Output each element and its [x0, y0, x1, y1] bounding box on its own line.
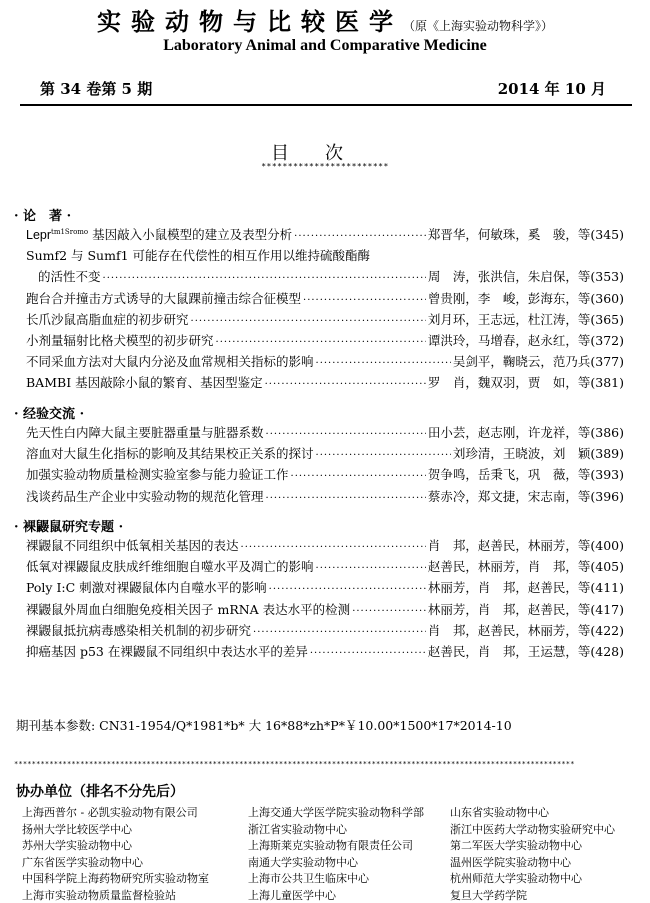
toc-entry[interactable]: [26, 578, 624, 596]
toc-entry-title: BAMBI 基因敲除小鼠的繁育、基因型鉴定: [26, 375, 263, 391]
toc-entry-authors-page: 罗 肖，魏双羽，贾 如，等(381): [427, 375, 624, 391]
toc-entry-title: 的活性不变: [38, 269, 101, 285]
sponsor-item: 复旦大学药学院: [450, 889, 527, 902]
toc-leader-dots: [253, 627, 426, 638]
toc-leader-dots: [266, 429, 426, 440]
toc-entry-authors-page: 田小芸，赵志刚，许龙祥，等(386): [427, 425, 624, 440]
toc-leader-dots: [266, 493, 426, 504]
toc-leader-dots: [303, 295, 426, 306]
sponsor-item: 杭州师范大学实验动物中心: [450, 872, 582, 886]
toc-entry-authors-page: 周 涛，张洪信，朱启保，等(353): [427, 269, 624, 285]
sponsor-item: 中国科学院上海药物研究所实验动物室: [22, 872, 209, 886]
toc-entry-authors-page: 赵善民，林丽芳，肖 邦，等(405): [427, 559, 624, 575]
toc-leader-dots: [310, 648, 426, 659]
toc-entry-title: 先天性白内障大鼠主要脏器重量与脏器系数: [26, 425, 264, 440]
sponsor-item: 苏州大学实验动物中心: [22, 839, 132, 853]
toc-entry[interactable]: [26, 487, 624, 505]
toc-entry[interactable]: [26, 352, 624, 370]
toc-entry-title: 抑癌基因 p53 在裸鼹鼠不同组织中表达水平的差异: [26, 644, 308, 659]
toc-leader-dots: [103, 273, 426, 284]
toc-section-heading: · 论 著 ·: [14, 209, 72, 224]
toc-entry[interactable]: [26, 289, 624, 307]
volume-issue: 第 34 卷第 5 期: [40, 80, 153, 98]
journal-title-cn-subtitle: （原《上海实验动物科学》）: [402, 19, 553, 33]
toc-leader-dots: [216, 337, 426, 348]
toc-entry-title: 裸鼹鼠抵抗病毒感染相关机制的初步研究: [26, 622, 252, 638]
toc-entry-title: 裸鼹鼠外周血白细胞免疫相关因子 mRNA 表达水平的检测: [26, 601, 351, 617]
toc-entry-title: 低氧对裸鼹鼠皮肤成纤维细胞自噬水平及凋亡的影响: [26, 559, 314, 575]
toc-entry-authors-page: 肖 邦，赵善民，林丽芳，等(400): [427, 538, 624, 553]
toc-leader-dots: [294, 231, 426, 242]
issue-date: 2014 年 10 月: [497, 80, 606, 98]
toc-leader-dots: [265, 379, 426, 390]
toc-entry-authors-page: 蔡赤冷，郑文捷，宋志南，等(396): [427, 488, 624, 504]
toc-entry[interactable]: [26, 267, 624, 285]
toc-entry-title: Poly I:C 刺激对裸鼹鼠体内自噬水平的影响: [26, 580, 267, 596]
toc-entry[interactable]: [26, 310, 624, 328]
toc-leader-dots: [316, 563, 426, 574]
toc-leader-dots: [316, 358, 451, 369]
toc-leader-dots: [291, 471, 426, 482]
toc-entry[interactable]: [26, 331, 624, 349]
toc-title: 目次: [271, 143, 379, 164]
toc-section-heading: · 经验交流 ·: [14, 407, 85, 422]
toc-entry-title: 小剂量辐射比格犬模型的初步研究: [26, 333, 214, 348]
toc-entry[interactable]: [26, 373, 624, 391]
toc-entry-title-sup: tm1Sromo: [51, 227, 89, 236]
toc-entry-title-gene: Lepr: [26, 228, 52, 242]
toc-entry-authors-page: 刘月环，王志远，杜江涛，等(365): [427, 311, 624, 327]
toc-entry-title: 加强实验动物质量检测实验室参与能力验证工作: [26, 467, 289, 483]
toc-leader-dots: [316, 450, 451, 461]
toc-entry[interactable]: [26, 557, 624, 575]
sponsor-item: 上海西普尔 - 必凯实验动物有限公司: [22, 806, 198, 819]
toc-entry-title-line: Sumf2 与 Sumf1 可能存在代偿性的相互作用以维持硫酸酯酶: [26, 248, 371, 264]
toc-entry[interactable]: [26, 465, 624, 483]
toc-entry[interactable]: [26, 225, 624, 243]
toc-entry-authors-page: 刘珍清，王晓波，刘 颖(389): [452, 446, 624, 462]
toc-entry[interactable]: [26, 536, 624, 554]
toc-entry-authors-page: 林丽芳，肖 邦，赵善民，等(411): [427, 580, 624, 596]
toc-entry-title: 不同采血方法对大鼠内分泌及血常规相关指标的影响: [26, 354, 314, 370]
sponsor-item: 扬州大学比较医学中心: [22, 822, 132, 836]
toc-entry-title: 溶血对大鼠生化指标的影响及其结果校正关系的探讨: [26, 446, 314, 462]
journal-title-en: Laboratory Animal and Comparative Medicine: [163, 37, 487, 54]
toc-entry-authors-page: 贺争鸣，岳秉飞，巩 薇，等(393): [427, 467, 624, 483]
sponsor-item: 温州医学院实验动物中心: [450, 855, 571, 869]
toc-leader-dots: [269, 584, 426, 595]
toc-entry-authors-page: 林丽芳，肖 邦，赵善民，等(417): [427, 601, 624, 617]
separator-stars: *******************************************************************************************************************************: [14, 760, 575, 768]
sponsor-item: 上海交通大学医学院实验动物科学部: [248, 806, 424, 819]
toc-leader-dots: [241, 542, 426, 553]
toc-entry-authors-page: 吴剑平，鞠晓云，范乃兵(377): [452, 354, 624, 370]
toc-entry-title: 裸鼹鼠不同组织中低氧相关基因的表达: [26, 538, 239, 553]
toc-entry-title: 浅谈药品生产企业中实验动物的规范化管理: [26, 488, 264, 504]
sponsor-item: 第二军医大学实验动物中心: [450, 839, 582, 853]
toc-leader-dots: [352, 606, 426, 617]
toc-entry-authors-page: 谭洪玲，马增春，赵永红，等(372): [427, 333, 624, 348]
toc-entry-authors-page: 郑晋华，何敏珠，奚 骏，等(345): [427, 227, 624, 242]
sponsor-item: 浙江省实验动物中心: [248, 822, 347, 836]
sponsor-item: 上海市实验动物质量监督检验站: [22, 889, 176, 902]
toc-entry-authors-page: 曾贵刚，李 峻，彭海东，等(360): [427, 290, 624, 306]
sponsor-item: 山东省实验动物中心: [450, 806, 549, 819]
sponsor-item: 广东省医学实验动物中心: [22, 855, 143, 869]
journal-title-cn: [0, 2, 650, 37]
toc-entry-title: 长爪沙鼠高脂血症的初步研究: [26, 311, 189, 327]
sponsor-item: 上海市公共卫生临床中心: [248, 872, 369, 886]
journal-params: 期刊基本参数: CN31-1954/Q*1981*b* 大 16*88*zh*P*￥10.00*1500*17*2014-10: [16, 718, 512, 733]
toc-entry[interactable]: [26, 600, 624, 618]
toc-entry[interactable]: [26, 423, 624, 441]
toc-entry-title: [26, 225, 292, 243]
toc-entry[interactable]: [26, 642, 624, 660]
sponsors-title: 协办单位（排名不分先后）: [16, 784, 184, 800]
sponsor-item: 上海斯莱克实验动物有限责任公司: [248, 839, 413, 853]
toc-entry[interactable]: [26, 621, 624, 639]
toc-entry[interactable]: [26, 444, 624, 462]
toc-entry-title: 跑台合并撞击方式诱导的大鼠踝前撞击综合征模型: [26, 290, 302, 306]
journal-title-cn-text: 实验动物与比较医学: [96, 7, 403, 36]
toc-leader-dots: [191, 316, 426, 327]
header-rule: [20, 104, 632, 106]
toc-entry-authors-page: 肖 邦，赵善民，林丽芳，等(422): [427, 622, 624, 638]
toc-title-stars: ************************: [261, 162, 389, 171]
toc-section-heading: · 裸鼹鼠研究专题 ·: [14, 520, 124, 535]
toc-entry-title-rest: 基因敲入小鼠模型的建立及表型分析: [88, 227, 293, 242]
sponsor-item: 上海儿童医学中心: [248, 889, 336, 902]
sponsor-item: 浙江中医药大学动物实验研究中心: [450, 822, 615, 836]
toc-entry-authors-page: 赵善民，肖 邦，王运慧，等(428): [427, 644, 624, 659]
sponsor-item: 南通大学实验动物中心: [248, 855, 358, 869]
